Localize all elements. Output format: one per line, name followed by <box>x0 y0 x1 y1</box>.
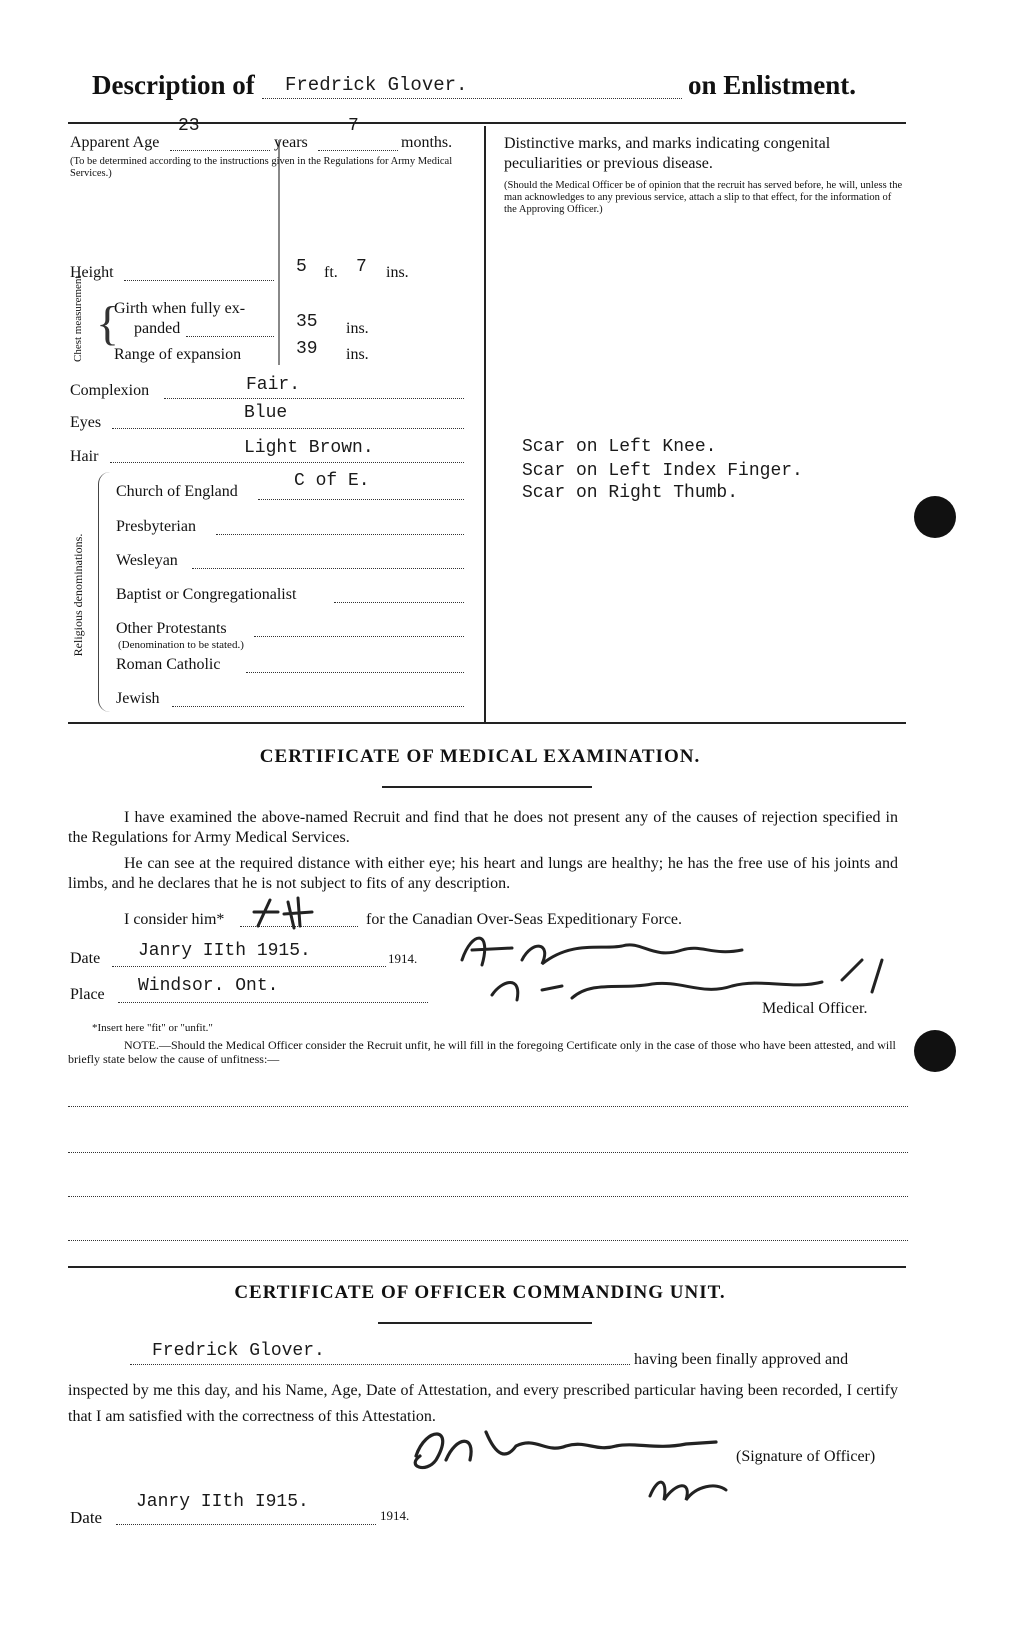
complexion-rule <box>164 398 464 399</box>
printed-year: 1914. <box>388 951 418 966</box>
religions-side-label: Religious denominations. <box>71 533 85 657</box>
medical-heading: CERTIFICATE OF MEDICAL EXAMINATION. <box>259 746 701 767</box>
blank-line <box>68 1196 908 1197</box>
girth-label-2: panded <box>134 320 181 337</box>
exam-place: Windsor. Ont. <box>138 976 279 996</box>
age-note: (To be determined according to the instructions given in the Regulations for Army Medical Services.) <box>70 156 453 179</box>
age-label: Apparent Age <box>70 134 160 151</box>
complexion-label: Complexion <box>70 382 150 399</box>
medical-para-2: He can see at the required distance with either eye; his heart and lungs are healthy; he has the free use of his joints and limbs, and he declares that he is not subject to fits of any description. <box>68 855 898 892</box>
religion-rule <box>254 636 464 637</box>
months-label: months. <box>401 134 453 151</box>
years-label: years <box>274 134 308 151</box>
height-ft: 5 <box>296 257 307 277</box>
distinctive-mark: Scar on Left Knee. <box>522 437 717 457</box>
age-years-rule <box>170 150 270 151</box>
age-months: 7 <box>348 116 359 136</box>
medical-officer-signature <box>452 920 922 1010</box>
consider-prefix: I consider him* <box>124 911 225 928</box>
blank-line <box>68 1152 908 1153</box>
distinctive-mark: Scar on Left Index Finger. <box>522 461 803 481</box>
consider-suffix: for the Canadian Over-Seas Expeditionary Force. <box>366 911 683 928</box>
distinctive-mark: Scar on Right Thumb. <box>522 483 739 503</box>
religion-rule <box>216 534 464 535</box>
date-label: Date <box>70 950 101 967</box>
place-label: Place <box>70 986 105 1003</box>
denomination-note: (Denomination to be stated.) <box>118 639 244 651</box>
complexion-value: Fair. <box>246 375 301 395</box>
religion-rule <box>258 499 464 500</box>
hair-label: Hair <box>70 448 99 465</box>
commanding-recruit-name: Fredrick Glover. <box>152 1341 325 1361</box>
approved-text: having been finally approved and <box>634 1351 849 1368</box>
ft-label: ft. <box>324 264 338 281</box>
exam-date: Janry IIth 1915. <box>138 941 311 961</box>
printed-year: 1914. <box>380 1508 410 1523</box>
binder-hole <box>914 496 956 538</box>
ins-label: ins. <box>386 264 409 281</box>
fit-handwriting <box>248 892 338 936</box>
eyes-value: Blue <box>244 403 288 423</box>
height-in: 7 <box>356 257 367 277</box>
religion-rule <box>334 602 464 603</box>
heading-underline <box>378 1322 592 1324</box>
blank-line <box>68 1106 908 1107</box>
commanding-officer-signature <box>396 1416 736 1526</box>
religion-label: Roman Catholic <box>116 656 221 673</box>
co-name-rule <box>130 1364 630 1365</box>
column-divider <box>484 126 486 722</box>
title-suffix: on Enlistment. <box>688 70 857 100</box>
hair-rule <box>110 462 464 463</box>
age-years: 23 <box>178 116 200 136</box>
section-rule <box>68 1266 906 1268</box>
binder-hole <box>914 1030 956 1072</box>
religion-label: Church of England <box>116 483 238 500</box>
eyes-label: Eyes <box>70 414 102 431</box>
religions-brace <box>98 472 111 712</box>
age-months-rule <box>318 150 398 151</box>
medical-para-1: I have examined the above-named Recruit and find that he does not present any of the causes of rejection specified in the Regulations for Army Medical Services. <box>68 809 898 846</box>
heading-underline <box>382 786 592 788</box>
range-value: 39 <box>296 339 318 359</box>
name-rule <box>262 98 682 99</box>
date-label: Date <box>70 1508 103 1527</box>
fit-footnote: *Insert here "fit" or "unfit." <box>92 1022 213 1034</box>
title-prefix: Description of <box>92 70 255 100</box>
religion-rule <box>172 706 464 707</box>
unfit-note: NOTE.—Should the Medical Officer consider the Recruit unfit, he will fill in the foregoing Certificate only in the case of those who have been attested, and will briefly state below the cause of unfitness:— <box>68 1038 896 1066</box>
religion-label: Presbyterian <box>116 518 196 535</box>
religion-rule <box>246 672 464 673</box>
religion-label: Wesleyan <box>116 552 178 569</box>
height-label: Height <box>70 264 114 281</box>
signature-of-officer-label: (Signature of Officer) <box>736 1448 876 1465</box>
commanding-date: Janry IIth I915. <box>136 1492 309 1512</box>
commanding-para: inspected by me this day, and his Name, Age, Date of Attestation, and every prescribed particular having been recorded, I certify that I am satisfied with the correctness of this Attestation. <box>68 1382 898 1425</box>
place-rule <box>118 1002 428 1003</box>
range-unit: ins. <box>346 346 369 363</box>
girth-unit: ins. <box>346 320 369 337</box>
chest-brace: { <box>96 297 120 350</box>
blank-line <box>68 1240 908 1241</box>
girth-rule <box>186 336 274 337</box>
girth-value: 35 <box>296 312 318 332</box>
religion-value: C of E. <box>294 471 370 491</box>
hair-value: Light Brown. <box>244 438 374 458</box>
eyes-rule <box>112 428 464 429</box>
recruit-name: Fredrick Glover. <box>285 74 468 96</box>
commanding-heading: CERTIFICATE OF OFFICER COMMANDING UNIT. <box>234 1282 726 1303</box>
religion-label: Other Protestants <box>116 620 227 637</box>
religion-label: Baptist or Congregationalist <box>116 586 297 603</box>
section-rule <box>68 722 906 724</box>
girth-label-1: Girth when fully ex- <box>114 300 246 317</box>
marks-note: (Should the Medical Officer be of opinion that the recruit has served before, he will, unless the man acknowledges to any previous service, attach a slip to that effect, for the information of the Approving Officer.) <box>504 180 903 215</box>
marks-heading: Distinctive marks, and marks indicating congenital peculiarities or previous disease. <box>504 135 831 172</box>
co-date-rule <box>116 1524 376 1525</box>
range-label: Range of expansion <box>114 346 242 363</box>
date-rule <box>112 966 386 967</box>
religion-label: Jewish <box>116 690 160 707</box>
religion-rule <box>192 568 464 569</box>
chest-side-label: Chest measurement <box>72 275 84 362</box>
medical-officer-label: Medical Officer. <box>762 1000 868 1017</box>
height-rule <box>124 280 274 281</box>
